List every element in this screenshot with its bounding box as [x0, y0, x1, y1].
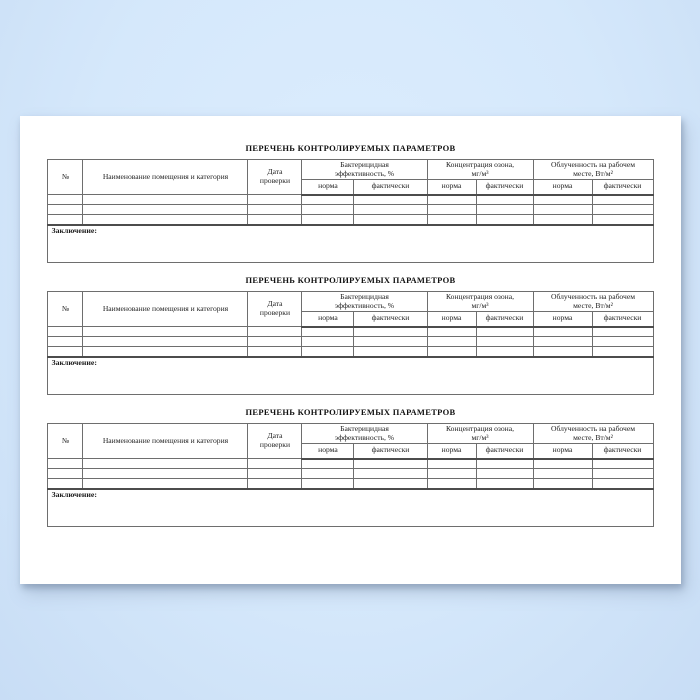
parameters-table-block-1 [20, 143, 681, 263]
subcol-actual: фактически [592, 180, 653, 195]
empty-data-cell [248, 469, 302, 479]
empty-data-cell [48, 195, 83, 205]
col-header-room-name: Наименование помещения и категория [83, 160, 248, 195]
table-title: ПЕРЕЧЕНЬ КОНТРОЛИРУЕМЫХ ПАРАМЕТРОВ [245, 143, 456, 153]
check-date-line: Дата [267, 167, 283, 177]
group-header-line: эффективность, % [334, 168, 395, 178]
subcol-norm: норма [427, 444, 476, 459]
subcol-norm: норма [302, 444, 354, 459]
empty-data-cell [427, 327, 476, 337]
group-header-bactericidal-effectiveness [302, 160, 427, 180]
conclusion-row [48, 489, 653, 527]
group-header-line: месте, Вт/м² [573, 432, 613, 442]
check-date-line: Дата [267, 299, 283, 309]
group-header-ozone-concentration [427, 424, 533, 444]
subcol-actual: фактически [476, 312, 533, 327]
col-header-number: № [48, 292, 83, 327]
empty-data-cell [302, 327, 354, 337]
group-header-line: месте, Вт/м² [573, 300, 613, 310]
empty-data-cell [592, 205, 653, 215]
empty-data-cell [427, 195, 476, 205]
empty-data-cell [533, 479, 592, 489]
empty-data-cell [427, 469, 476, 479]
table-title: ПЕРЕЧЕНЬ КОНТРОЛИРУЕМЫХ ПАРАМЕТРОВ [245, 407, 456, 417]
col-header-room-name: Наименование помещения и категория [83, 292, 248, 327]
empty-data-cell [354, 479, 427, 489]
empty-data-cell [48, 459, 83, 469]
subcol-norm: норма [302, 312, 354, 327]
check-date-line: проверки [259, 176, 291, 185]
empty-data-cell [476, 205, 533, 215]
empty-data-cell [533, 469, 592, 479]
subcol-norm: норма [427, 312, 476, 327]
empty-data-cell [427, 347, 476, 357]
subcol-norm: норма [427, 180, 476, 195]
empty-table-row [48, 327, 653, 337]
controlled-parameters-table [47, 291, 653, 395]
empty-data-cell [476, 195, 533, 205]
empty-data-cell [533, 337, 592, 347]
col-header-number: № [48, 160, 83, 195]
empty-data-cell [83, 337, 248, 347]
empty-data-cell [48, 337, 83, 347]
empty-data-cell [533, 195, 592, 205]
subcol-actual: фактически [354, 180, 427, 195]
check-date-line: проверки [259, 440, 291, 449]
group-header-line: Бактерицидная [340, 423, 389, 433]
subcol-actual: фактически [354, 444, 427, 459]
empty-table-row [48, 479, 653, 489]
group-header-workplace-irradiance [533, 160, 653, 180]
empty-data-cell [302, 215, 354, 225]
empty-data-cell [302, 459, 354, 469]
col-header-number: № [48, 424, 83, 459]
subcol-norm: норма [533, 444, 592, 459]
group-header-ozone-concentration [427, 292, 533, 312]
group-header-bactericidal-effectiveness [302, 424, 427, 444]
empty-data-cell [248, 459, 302, 469]
conclusion-cell [48, 357, 653, 395]
conclusion-cell [48, 489, 653, 527]
col-header-check-date [248, 292, 302, 327]
empty-data-cell [83, 195, 248, 205]
empty-data-cell [354, 195, 427, 205]
group-header-line: мг/м³ [471, 300, 489, 310]
empty-data-cell [83, 459, 248, 469]
empty-data-cell [354, 205, 427, 215]
empty-data-cell [592, 469, 653, 479]
empty-data-cell [248, 479, 302, 489]
empty-data-cell [533, 327, 592, 337]
empty-data-cell [592, 195, 653, 205]
empty-data-cell [533, 205, 592, 215]
check-date-line: Дата [267, 431, 283, 441]
group-header-ozone-concentration [427, 160, 533, 180]
empty-data-cell [48, 469, 83, 479]
empty-data-cell [592, 347, 653, 357]
empty-data-cell [427, 479, 476, 489]
check-date-line: проверки [259, 308, 291, 317]
empty-data-cell [302, 469, 354, 479]
header-group-row [48, 292, 653, 312]
empty-data-cell [592, 337, 653, 347]
empty-data-cell [83, 469, 248, 479]
empty-data-cell [302, 337, 354, 347]
subcol-norm: норма [533, 180, 592, 195]
empty-data-cell [592, 215, 653, 225]
empty-data-cell [48, 479, 83, 489]
empty-data-cell [302, 205, 354, 215]
empty-data-cell [83, 347, 248, 357]
empty-table-row [48, 215, 653, 225]
empty-table-row [48, 195, 653, 205]
parameters-table-block-2 [20, 275, 681, 395]
empty-table-row [48, 347, 653, 357]
empty-data-cell [354, 337, 427, 347]
group-header-line: месте, Вт/м² [573, 168, 613, 178]
empty-table-row [48, 459, 653, 469]
empty-data-cell [476, 347, 533, 357]
table-title: ПЕРЕЧЕНЬ КОНТРОЛИРУЕМЫХ ПАРАМЕТРОВ [245, 275, 456, 285]
subcol-actual: фактически [592, 312, 653, 327]
controlled-parameters-table [47, 423, 653, 527]
col-header-room-name: Наименование помещения и категория [83, 424, 248, 459]
group-header-line: эффективность, % [334, 300, 395, 310]
col-header-check-date [248, 160, 302, 195]
empty-data-cell [592, 327, 653, 337]
empty-data-cell [302, 195, 354, 205]
group-header-line: Облученность на рабочем [550, 291, 636, 301]
empty-table-row [48, 469, 653, 479]
conclusion-cell [48, 225, 653, 263]
empty-data-cell [427, 205, 476, 215]
empty-data-cell [533, 347, 592, 357]
empty-table-row [48, 337, 653, 347]
empty-data-cell [354, 469, 427, 479]
subcol-norm: норма [302, 180, 354, 195]
conclusion-row [48, 357, 653, 395]
empty-data-cell [83, 205, 248, 215]
empty-data-cell [302, 479, 354, 489]
header-group-row [48, 160, 653, 180]
group-header-bactericidal-effectiveness [302, 292, 427, 312]
empty-data-cell [248, 327, 302, 337]
parameters-table-block-3 [20, 407, 681, 527]
empty-data-cell [354, 215, 427, 225]
empty-data-cell [427, 337, 476, 347]
controlled-parameters-table [47, 159, 653, 263]
empty-data-cell [476, 215, 533, 225]
empty-data-cell [248, 195, 302, 205]
group-header-line: Концентрация озона, [445, 423, 515, 433]
group-header-line: Облученность на рабочем [550, 159, 636, 169]
group-header-workplace-irradiance [533, 424, 653, 444]
empty-data-cell [476, 479, 533, 489]
group-header-line: мг/м³ [471, 432, 489, 442]
group-header-line: Концентрация озона, [445, 159, 515, 169]
empty-data-cell [248, 205, 302, 215]
empty-data-cell [48, 327, 83, 337]
empty-data-cell [48, 205, 83, 215]
empty-data-cell [427, 215, 476, 225]
group-header-line: Облученность на рабочем [550, 423, 636, 433]
group-header-line: Бактерицидная [340, 291, 389, 301]
empty-data-cell [83, 215, 248, 225]
empty-data-cell [476, 459, 533, 469]
empty-data-cell [83, 479, 248, 489]
group-header-line: Концентрация озона, [445, 291, 515, 301]
subcol-actual: фактически [476, 444, 533, 459]
subcol-actual: фактически [354, 312, 427, 327]
empty-data-cell [248, 347, 302, 357]
empty-table-row [48, 205, 653, 215]
empty-data-cell [476, 337, 533, 347]
group-header-line: Бактерицидная [340, 159, 389, 169]
empty-data-cell [354, 459, 427, 469]
conclusion-label: Заключение: [51, 225, 97, 235]
empty-data-cell [83, 327, 248, 337]
col-header-check-date [248, 424, 302, 459]
empty-data-cell [592, 479, 653, 489]
header-group-row [48, 424, 653, 444]
empty-data-cell [476, 469, 533, 479]
empty-data-cell [476, 327, 533, 337]
conclusion-label: Заключение: [51, 357, 97, 367]
group-header-line: мг/м³ [471, 168, 489, 178]
empty-data-cell [48, 215, 83, 225]
empty-data-cell [48, 347, 83, 357]
subcol-norm: норма [533, 312, 592, 327]
empty-data-cell [302, 347, 354, 357]
empty-data-cell [354, 347, 427, 357]
empty-data-cell [533, 215, 592, 225]
conclusion-row [48, 225, 653, 263]
empty-data-cell [248, 337, 302, 347]
conclusion-label: Заключение: [51, 489, 97, 499]
subcol-actual: фактически [592, 444, 653, 459]
empty-data-cell [592, 459, 653, 469]
empty-data-cell [533, 459, 592, 469]
group-header-line: эффективность, % [334, 432, 395, 442]
document-paper-sheet [20, 116, 681, 584]
subcol-actual: фактически [476, 180, 533, 195]
empty-data-cell [248, 215, 302, 225]
empty-data-cell [427, 459, 476, 469]
group-header-workplace-irradiance [533, 292, 653, 312]
empty-data-cell [354, 327, 427, 337]
